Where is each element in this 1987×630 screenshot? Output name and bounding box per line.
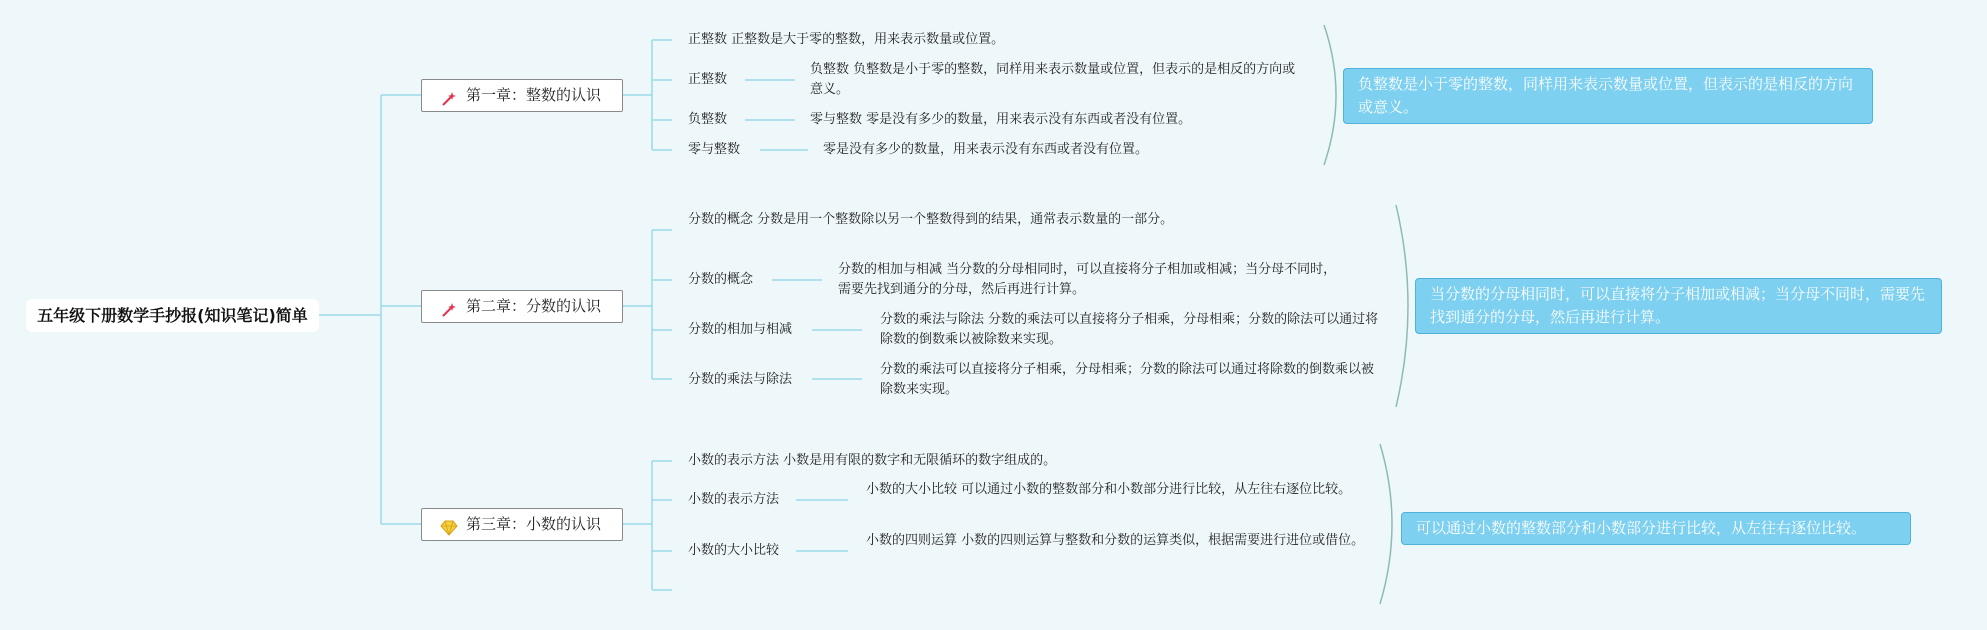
chapter-1-item-4[interactable]: 零与整数 (688, 142, 741, 157)
chapter-2-item-2[interactable]: 分数的概念 (688, 272, 754, 287)
chapter-3-title: 第三章：小数的认识 (466, 515, 602, 533)
chapter-2-item-4[interactable]: 分数的乘法与除法 (688, 372, 793, 387)
chapter-1-callout[interactable]: 负整数是小于零的整数，同样用来表示数量或位置，但表示的是相反的方向或意义。 (1343, 68, 1873, 124)
chapter-2-item-3[interactable]: 分数的相加与相减 (688, 322, 793, 337)
chapter-3-item-1[interactable]: 小数的表示方法 小数是用有限的数字和无限循环的数字组成的。 (688, 453, 1057, 468)
chapter-1-item-2[interactable]: 正整数 (688, 72, 728, 87)
chapter-1-item-4-desc: 零是没有多少的数量，用来表示没有东西或者没有位置。 (823, 142, 1149, 157)
chapter-3-node[interactable] (421, 508, 623, 541)
chapter-3-item-3-desc: 小数的四则运算 小数的四则运算与整数和分数的运算类似，根据需要进行进位或借位。 (866, 533, 1365, 548)
chapter-1-item-3[interactable]: 负整数 (688, 112, 728, 127)
diamond-icon (440, 516, 458, 534)
chapter-1-title: 第一章：整数的认识 (466, 86, 602, 104)
root-topic[interactable]: 五年级下册数学手抄报(知识笔记)简单 (26, 299, 319, 332)
bracket-chapter-2 (1396, 205, 1408, 407)
chapter-2-title: 第二章：分数的认识 (466, 297, 602, 315)
chapter-2-item-3-desc: 分数的乘法与除法 分数的乘法可以直接将分子相乘，分母相乘；分数的除法可以通过将除数的倒数乘以被除数来实现。 (880, 312, 1379, 347)
chapter-1-node[interactable] (421, 79, 623, 112)
chapter-2-item-4-desc: 分数的乘法可以直接将分子相乘，分母相乘；分数的除法可以通过将除数的倒数乘以被除数来实现。 (880, 362, 1375, 397)
chapter-3-callout[interactable]: 可以通过小数的整数部分和小数部分进行比较，从左往右逐位比较。 (1401, 512, 1911, 545)
bracket-chapter-1 (1324, 25, 1336, 165)
chapter-2-item-1[interactable]: 分数的概念 分数是用一个整数除以另一个整数得到的结果，通常表示数量的一部分。 (688, 212, 1174, 227)
chapter-3-item-2-desc: 小数的大小比较 可以通过小数的整数部分和小数部分进行比较，从左往右逐位比较。 (866, 482, 1352, 497)
chapter-2-callout[interactable]: 当分数的分母相同时，可以直接将分子相加或相减；当分母不同时，需要先找到通分的分母，然后再进行计算。 (1415, 278, 1942, 334)
magic-wand-icon (440, 298, 458, 316)
chapter-3-item-3[interactable]: 小数的大小比较 (688, 543, 780, 558)
chapter-2-node[interactable] (421, 290, 623, 323)
magic-wand-icon (440, 87, 458, 105)
chapter-1-item-1[interactable]: 正整数 正整数是大于零的整数，用来表示数量或位置。 (688, 32, 1005, 47)
chapter-2-item-2-desc: 分数的相加与相减 当分数的分母相同时，可以直接将分子相加或相减；当分母不同时，需要先找到通分的分母，然后再进行计算。 (838, 262, 1337, 297)
chapter-3-item-2[interactable]: 小数的表示方法 (688, 492, 780, 507)
bracket-chapter-3 (1380, 444, 1392, 604)
chapter-1-item-2-desc: 负整数 负整数是小于零的整数，同样用来表示数量或位置，但表示的是相反的方向或意义。 (810, 62, 1296, 97)
chapter-1-item-3-desc: 零与整数 零是没有多少的数量，用来表示没有东西或者没有位置。 (810, 112, 1192, 127)
